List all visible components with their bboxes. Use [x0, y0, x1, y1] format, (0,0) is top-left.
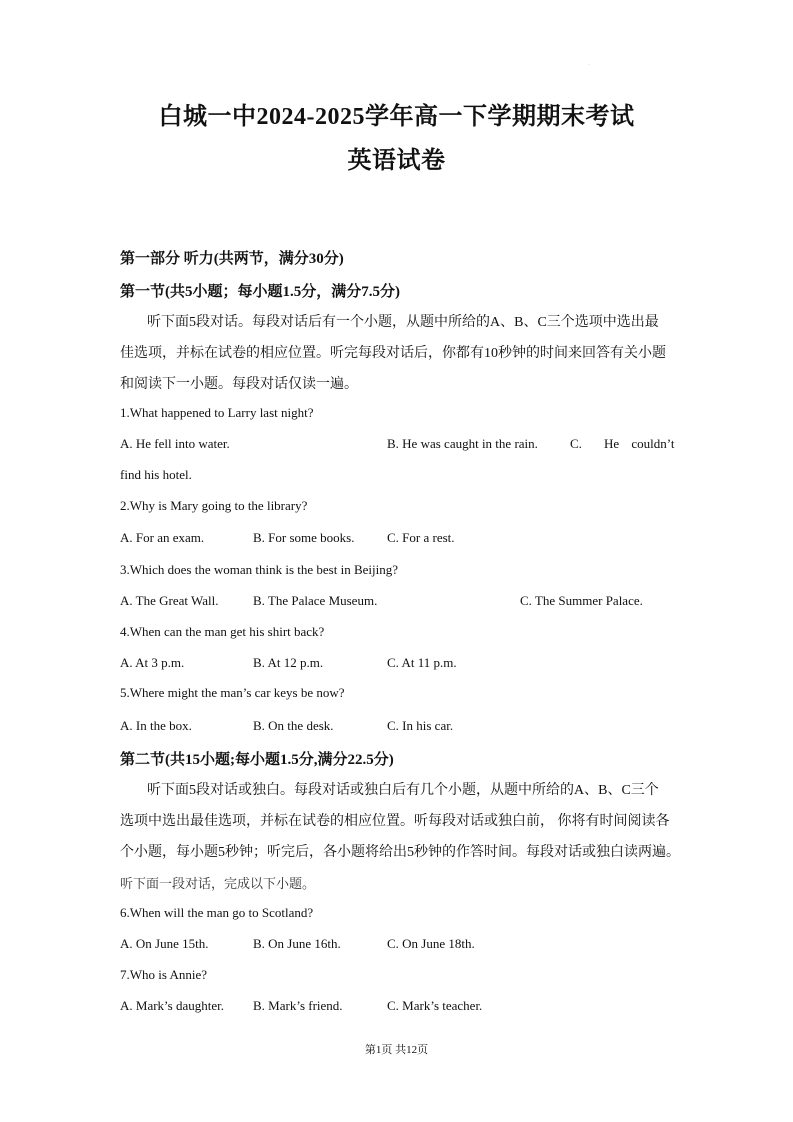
option-a: A. Mark’s daughter.	[120, 998, 224, 1013]
option-b: B. He was caught in the rain.	[387, 436, 538, 451]
section2-instructions-line1: 听下面5段对话或独白。每段对话或独白后有几个小题，从题中所给的A、B、C三个	[147, 783, 659, 798]
section1-instructions-line3: 和阅读下一小题。每段对话仅读一遍。	[120, 377, 358, 392]
option-b: B. For some books.	[253, 530, 355, 545]
section2-instructions-line2: 选项中选出最佳选项，并标在试卷的相应位置。听每段对话或独白前， 你将有时间阅读各	[120, 814, 670, 829]
exam-title: 白城一中2024-2025学年高一下学期期末考试	[158, 104, 635, 130]
question-stem: 5.Where might the man’s car keys be now?	[120, 685, 345, 700]
exam-subtitle: 英语试卷	[347, 148, 446, 174]
option-c: C. Mark’s teacher.	[387, 998, 483, 1013]
section1-instructions-line1: 听下面5段对话。每段对话后有一个小题，从题中所给的A、B、C三个选项中选出最	[147, 315, 659, 330]
option-b: B. On June 16th.	[253, 936, 341, 951]
question-stem: 1.What happened to Larry last night?	[120, 405, 314, 420]
question-stem: 3.Which does the woman think is the best in Beijing?	[120, 562, 399, 577]
section2-instructions-line3: 个小题，每小题5秒钟；听完后，各小题将给出5秒钟的作答时间。每段对话或独白读两遍。	[120, 845, 680, 860]
page-footer: 第1页 共12页	[364, 1044, 429, 1056]
option-b: B. On the desk.	[253, 718, 334, 733]
question-stem: 2.Why is Mary going to the library?	[120, 498, 308, 513]
option-c: C. In his car.	[387, 718, 454, 733]
option-c: C. On June 18th.	[387, 936, 475, 951]
part1-heading: 第一部分 听力(共两节，满分30分)	[120, 251, 344, 267]
question-stem: 6.When will the man go to Scotland?	[120, 905, 314, 920]
option-c-text: He couldn’t	[604, 436, 675, 451]
section2-heading: 第二节(共15小题;每小题1.5分,满分22.5分)	[120, 752, 394, 768]
section1-heading: 第一节(共5小题；每小题1.5分，满分7.5分)	[120, 284, 400, 300]
section2-note: 听下面一段对话，完成以下小题。	[120, 876, 316, 891]
option-b: B. Mark’s friend.	[253, 998, 343, 1013]
option-b: B. At 12 p.m.	[253, 655, 324, 670]
option-a: A. He fell into water.	[120, 436, 230, 451]
option-a: A. The Great Wall.	[120, 593, 219, 608]
option-a: A. At 3 p.m.	[120, 655, 185, 670]
option-a: A. In the box.	[120, 718, 192, 733]
option-c: C. For a rest.	[387, 530, 455, 545]
question-stem: 7.Who is Annie?	[120, 967, 208, 982]
option-b: B. The Palace Museum.	[253, 593, 378, 608]
option-c: C. At 11 p.m.	[387, 655, 457, 670]
question-stem: 4.When can the man get his shirt back?	[120, 624, 325, 639]
section1-instructions-line2: 佳选项，并标在试卷的相应位置。听完每段对话后，你都有10秒钟的时间来回答有关小题	[120, 346, 666, 361]
option-c: C. The Summer Palace.	[520, 593, 643, 608]
option-c-continued: find his hotel.	[120, 467, 192, 482]
option-c: C.	[570, 436, 582, 451]
option-a: A. On June 15th.	[120, 936, 209, 951]
scan-dot: ·	[588, 62, 590, 68]
option-a: A. For an exam.	[120, 530, 205, 545]
